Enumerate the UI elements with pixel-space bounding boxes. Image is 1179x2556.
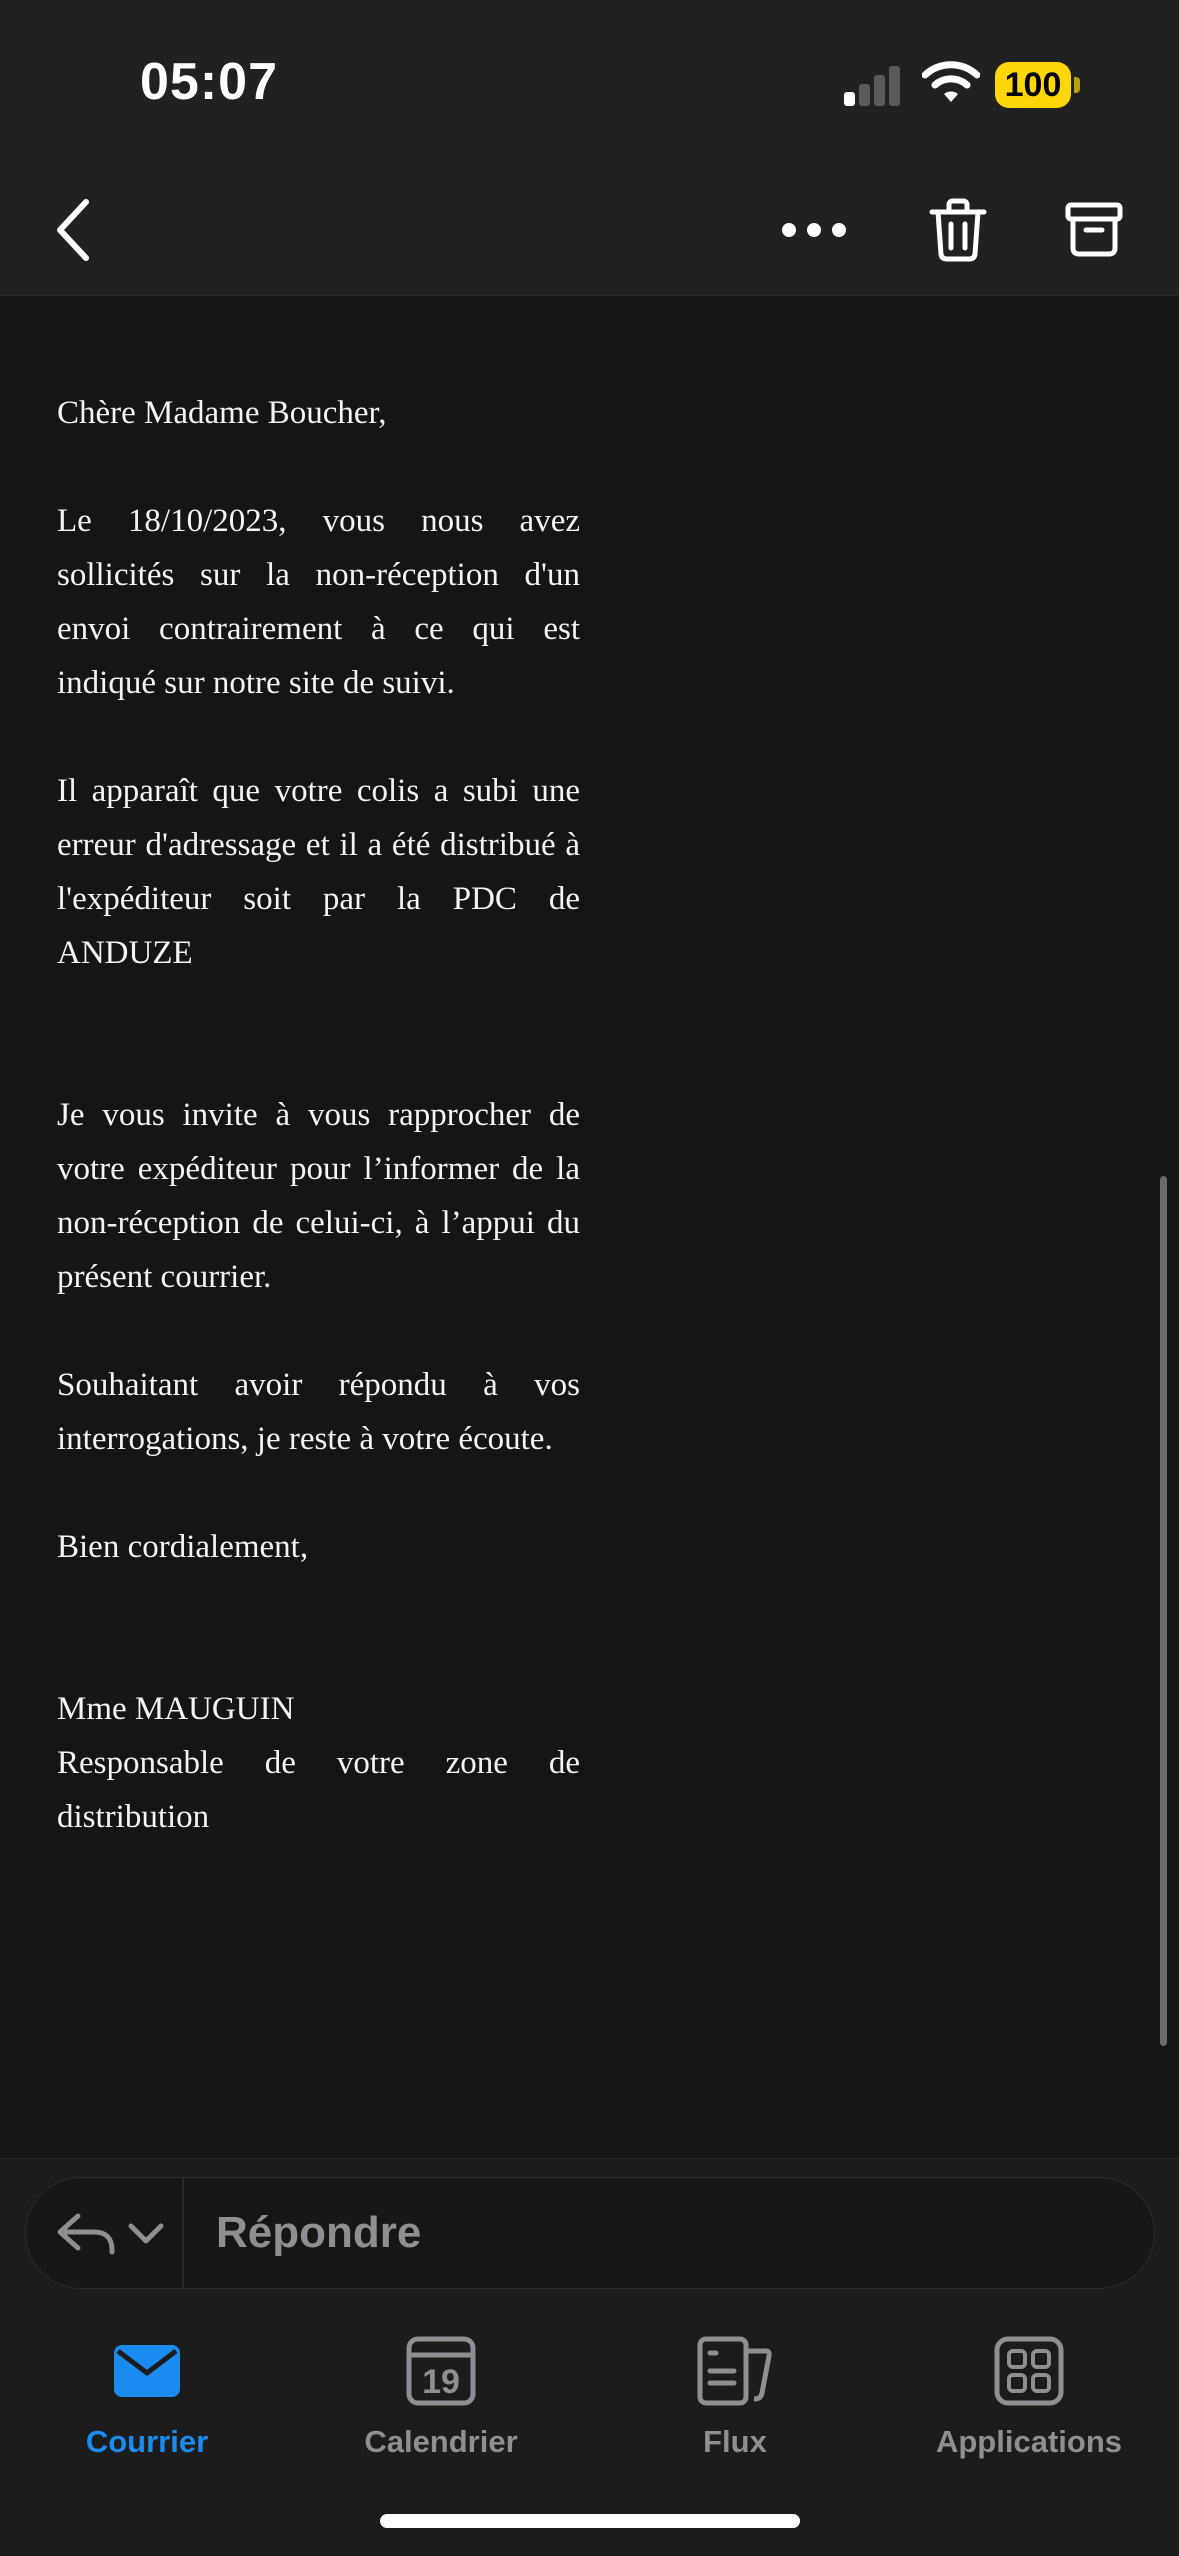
feed-icon — [696, 2335, 774, 2407]
tab-calendar[interactable] — [294, 2326, 588, 2476]
archive-icon — [1065, 202, 1123, 258]
reply-bar[interactable] — [25, 2177, 1155, 2289]
tab-mail-label: Courrier — [85, 2424, 209, 2459]
paragraph-2: Il apparaît que votre colis a subi une erreur d'adressage et il a été distribué à l'expéditeur soit par la PDC de ANDUZE — [57, 773, 580, 971]
chevron-left-icon — [54, 198, 94, 262]
battery-level: 100 — [995, 62, 1071, 108]
more-options-button[interactable] — [770, 195, 858, 265]
reply-arrow-icon — [56, 2212, 116, 2256]
chevron-down-icon — [128, 2222, 164, 2246]
status-bar — [0, 0, 1179, 170]
closing: Bien cordialement, — [57, 1529, 309, 1565]
tab-apps[interactable] — [882, 2326, 1176, 2476]
paragraph-1: Le 18/10/2023, vous nous avez sollicités sur la non-réception d'un envoi contrairement à ce qui est indiqué sur notre site de suivi. — [57, 503, 580, 701]
signature-title: Responsable de votre zone de distribution — [57, 1745, 580, 1835]
mail-toolbar — [0, 170, 1179, 296]
greeting: Chère Madame Boucher, — [57, 395, 387, 431]
signature-name: Mme MAUGUIN — [57, 1691, 295, 1727]
tab-feed[interactable] — [588, 2326, 882, 2476]
status-time: 05:07 — [140, 53, 278, 111]
tab-mail[interactable] — [0, 2326, 294, 2476]
letter-text — [57, 386, 580, 1844]
ellipsis-icon — [781, 222, 847, 238]
apps-grid-icon — [993, 2335, 1065, 2407]
calendar-day: 19 — [422, 2363, 460, 2401]
back-button[interactable] — [38, 190, 110, 270]
cellular-signal-icon — [842, 64, 904, 111]
battery-icon — [995, 62, 1081, 108]
paragraph-4: Souhaitant avoir répondu à vos interrogations, je reste à votre écoute. — [57, 1367, 580, 1457]
wifi-icon — [922, 60, 980, 109]
tab-apps-label: Applications — [935, 2424, 1122, 2459]
reply-area — [0, 2158, 1179, 2309]
paragraph-3: Je vous invite à vous rapprocher de votre expéditeur pour l’informer de la non-réception de celui-ci, à l’appui du présent courrier. — [57, 1097, 580, 1295]
archive-button[interactable] — [1054, 188, 1134, 272]
scrollbar[interactable] — [1160, 1176, 1167, 2046]
tab-calendar-label: Calendrier — [364, 2424, 518, 2459]
tab-feed-label: Flux — [703, 2424, 767, 2459]
email-body — [0, 296, 1179, 2158]
delete-button[interactable] — [918, 188, 998, 272]
home-indicator[interactable] — [380, 2514, 800, 2528]
mail-icon — [112, 2343, 182, 2399]
reply-input[interactable]: Répondre — [216, 2208, 422, 2257]
trash-icon — [929, 198, 987, 262]
calendar-icon — [405, 2335, 477, 2407]
